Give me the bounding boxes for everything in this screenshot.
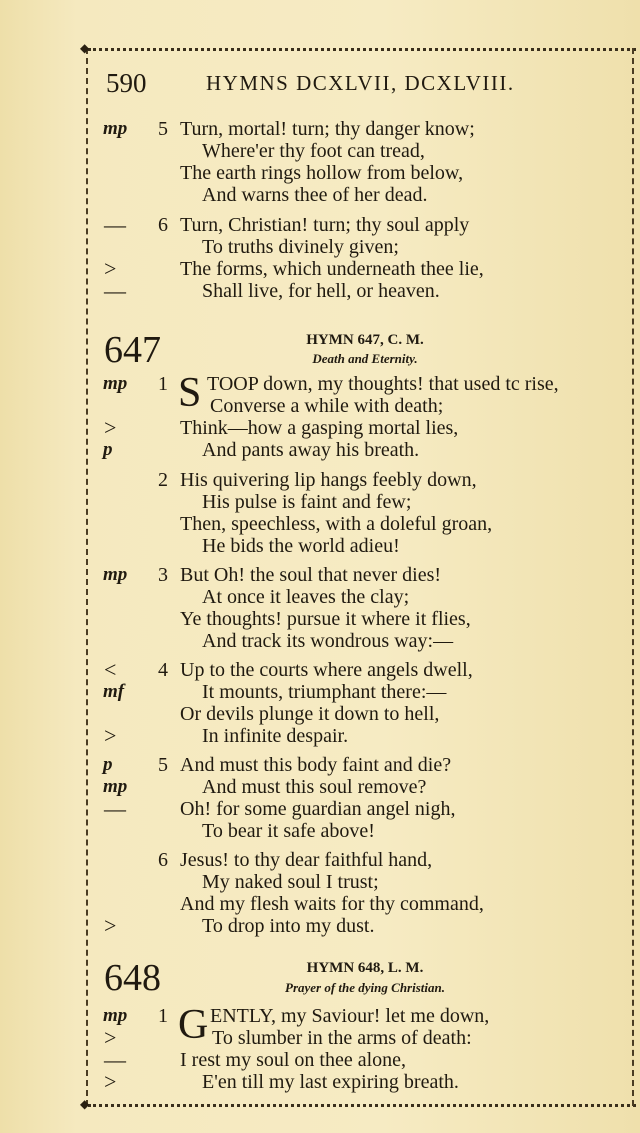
verse-line xyxy=(0,257,640,281)
verse-number: 6 xyxy=(158,849,168,871)
verse-line xyxy=(0,629,640,653)
verse-text: Turn, mortal! turn; thy danger know; xyxy=(180,118,475,140)
dynamic-mark: — xyxy=(104,278,126,303)
verse-number: 6 xyxy=(158,214,168,236)
verse-line xyxy=(0,468,640,492)
verse-number: 1 xyxy=(158,1005,168,1027)
page-header xyxy=(106,68,626,98)
bottom-border-rule xyxy=(88,1104,636,1107)
corner-ornament-icon: ◆ xyxy=(80,41,90,55)
corner-ornament-icon: ◆ xyxy=(80,1097,90,1111)
drop-cap: S xyxy=(178,370,202,416)
verse-line xyxy=(0,279,640,303)
verse-text: But Oh! the soul that never dies! xyxy=(180,564,442,586)
verse-text: His pulse is faint and few; xyxy=(202,491,412,513)
verse-number: 5 xyxy=(158,118,168,140)
dynamic-mark: mp xyxy=(103,1005,128,1026)
dynamic-mark: — xyxy=(104,1047,126,1072)
verse-text: And must this body faint and die? xyxy=(180,754,452,776)
verse-text: And my flesh waits for thy command, xyxy=(180,893,484,915)
verse-text: TOOP down, my thoughts! that used tc rise, xyxy=(207,373,559,395)
verse-line xyxy=(0,213,640,237)
verse-line xyxy=(0,394,640,418)
verse-line xyxy=(0,753,640,777)
hymn-number: 647 xyxy=(104,329,161,371)
dynamic-mark: mp xyxy=(103,776,128,797)
verse-line xyxy=(0,892,640,916)
verse-line xyxy=(0,870,640,894)
hymn-title: HYMN 648, L. M. xyxy=(306,960,424,976)
verse-line xyxy=(0,139,640,163)
verse-line xyxy=(0,680,640,704)
verse-text: And must this soul remove? xyxy=(202,776,427,798)
dynamic-mark: > xyxy=(104,256,117,281)
dynamic-mark: mp xyxy=(103,373,128,394)
verse-line xyxy=(0,183,640,207)
verse-line xyxy=(0,585,640,609)
verse-line xyxy=(0,914,640,938)
verse-number: 5 xyxy=(158,754,168,776)
verse-text: E'en till my last expiring breath. xyxy=(202,1071,459,1093)
verse-line xyxy=(0,1026,640,1050)
verse-line xyxy=(0,1048,640,1072)
verse-text: His quivering lip hangs feebly down, xyxy=(180,469,477,491)
verse-text: ENTLY, my Saviour! let me down, xyxy=(210,1005,490,1027)
verse-line xyxy=(0,161,640,185)
verse-line xyxy=(0,607,640,631)
verse-text: It mounts, triumphant there:— xyxy=(202,681,447,703)
page-number: 590 xyxy=(106,68,147,98)
top-border-rule xyxy=(88,48,636,51)
verse-text: At once it leaves the clay; xyxy=(202,586,410,608)
verse-line xyxy=(0,534,640,558)
dynamic-mark: — xyxy=(104,212,126,237)
verse-text: And track its wondrous way:— xyxy=(202,630,454,652)
drop-cap: G xyxy=(178,1002,209,1048)
verse-text: Where'er thy foot can tread, xyxy=(202,140,425,162)
verse-line xyxy=(0,563,640,587)
dynamic-mark: p xyxy=(103,439,113,460)
dynamic-mark: p xyxy=(103,754,113,775)
verse-text: My naked soul I trust; xyxy=(202,871,379,893)
dynamic-mark: > xyxy=(104,913,117,938)
verse-line xyxy=(0,702,640,726)
verse-line xyxy=(0,416,640,440)
verse-text: Converse a while with death; xyxy=(210,395,444,417)
verse-text: Think—how a gasping mortal lies, xyxy=(180,417,459,439)
dynamic-mark: < xyxy=(104,657,117,682)
verse-line xyxy=(0,512,640,536)
verse-number: 3 xyxy=(158,564,168,586)
verse-text: Up to the courts where angels dwell, xyxy=(180,659,473,681)
hymn-subtitle: Prayer of the dying Christian. xyxy=(285,980,445,995)
hymn-number: 648 xyxy=(104,957,161,999)
verse-text: Jesus! to thy dear faithful hand, xyxy=(180,849,433,871)
dynamic-mark: > xyxy=(104,415,117,440)
dynamic-mark: — xyxy=(104,796,126,821)
verse-line xyxy=(0,658,640,682)
verse-line xyxy=(0,797,640,821)
verse-text: And pants away his breath. xyxy=(202,439,420,461)
verse-text: I rest my soul on thee alone, xyxy=(180,1049,407,1071)
verse-text: To drop into my dust. xyxy=(202,915,375,937)
verse-line xyxy=(0,438,640,462)
verse-text: Oh! for some guardian angel nigh, xyxy=(180,798,456,820)
verse-line xyxy=(0,235,640,259)
verse-text: The earth rings hollow from below, xyxy=(180,162,464,184)
verse-line xyxy=(0,848,640,872)
running-head: HYMNS DCXLVII, DCXLVIII. xyxy=(206,71,515,95)
verse-line xyxy=(0,490,640,514)
dynamic-mark: mf xyxy=(103,681,125,702)
hymn-title: HYMN 647, C. M. xyxy=(306,332,424,348)
verse-text: To bear it safe above! xyxy=(202,820,375,842)
verse-text: To slumber in the arms of death: xyxy=(212,1027,472,1049)
verse-line xyxy=(0,724,640,748)
verse-text: To truths divinely given; xyxy=(202,236,399,258)
verse-text: Then, speechless, with a doleful groan, xyxy=(180,513,493,535)
dynamic-mark: > xyxy=(104,1069,117,1094)
verse-number: 1 xyxy=(158,373,168,395)
verse-line xyxy=(0,775,640,799)
verse-number: 2 xyxy=(158,469,168,491)
verse-text: Shall live, for hell, or heaven. xyxy=(202,280,440,302)
verse-text: Or devils plunge it down to hell, xyxy=(180,703,440,725)
dynamic-mark: mp xyxy=(103,118,128,139)
dynamic-mark: mp xyxy=(103,564,128,585)
hymn-subtitle: Death and Eternity. xyxy=(312,351,418,366)
verse-line xyxy=(0,117,640,141)
verse-text: Turn, Christian! turn; thy soul apply xyxy=(180,214,470,236)
dynamic-mark: > xyxy=(104,723,117,748)
dynamic-mark: > xyxy=(104,1025,117,1050)
verse-text: Ye thoughts! pursue it where it flies, xyxy=(180,608,471,630)
verse-line xyxy=(0,819,640,843)
verse-text: He bids the world adieu! xyxy=(202,535,400,557)
verse-text: The forms, which underneath thee lie, xyxy=(180,258,484,280)
verse-line xyxy=(0,1070,640,1094)
verse-text: In infinite despair. xyxy=(202,725,349,747)
verse-text: And warns thee of her dead. xyxy=(202,184,428,206)
verse-number: 4 xyxy=(158,659,168,681)
